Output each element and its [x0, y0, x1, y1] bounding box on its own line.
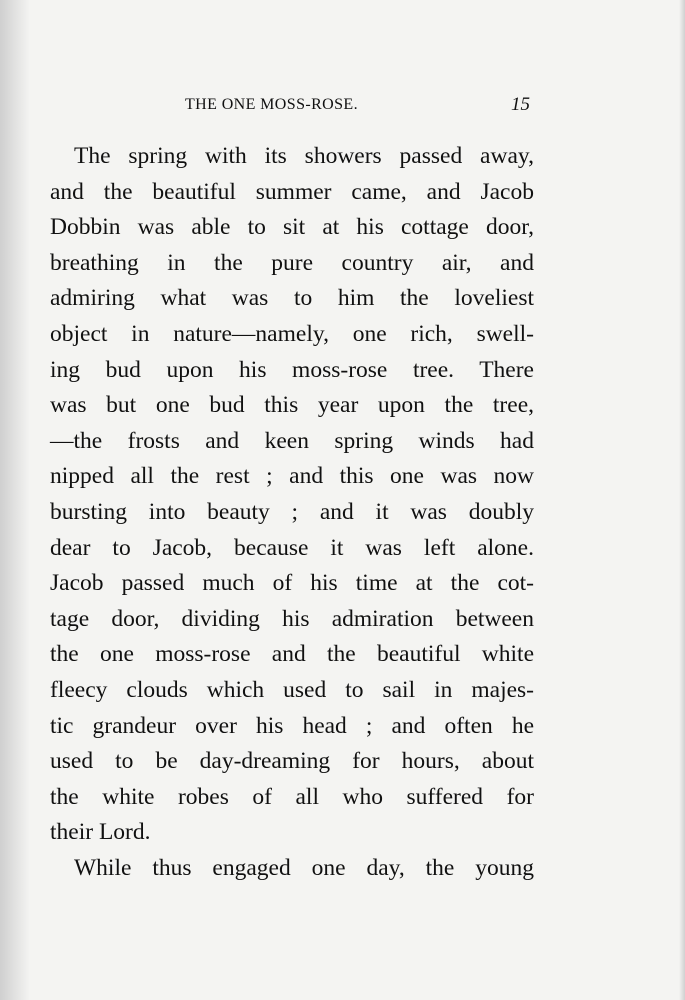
running-head [0, 96, 685, 120]
text-line: tage door, dividing his admiration between [50, 605, 534, 632]
text-line: used to be day-dreaming for hours, about [50, 748, 534, 775]
text-line: admiring what was to him the loveliest [50, 285, 534, 312]
body-text [50, 139, 534, 886]
text-line: The spring with its showers passed away, [74, 143, 534, 169]
text-line: the white robes of all who suffered for [50, 783, 534, 810]
text-line: tic grandeur over his head ; and often he [50, 712, 534, 739]
text-line: their Lord. [50, 819, 151, 846]
running-title: THE ONE MOSS-ROSE. [185, 96, 358, 113]
text-line: dear to Jacob, because it was left alone. [50, 534, 534, 561]
text-line: fleecy clouds which used to sail in majes- [50, 676, 534, 703]
page-gutter-shadow [0, 0, 30, 1000]
text-line: object in nature—namely, one rich, swell- [50, 320, 534, 347]
text-line: nipped all the rest ; and this one was now [50, 463, 534, 490]
text-line: —the frosts and keen spring winds had [50, 427, 534, 454]
text-line: Jacob passed much of his time at the cot- [50, 570, 534, 597]
text-line: breathing in the pure country air, and [50, 249, 534, 276]
text-line: ing bud upon his moss-rose tree. There [50, 356, 534, 383]
text-line: While thus engaged one day, the young [74, 854, 534, 881]
text-line: was but one bud this year upon the tree, [50, 392, 534, 419]
page-number: 15 [511, 94, 530, 115]
page-edge-shadow [679, 0, 685, 1000]
text-line: and the beautiful summer came, and Jacob [50, 178, 534, 205]
text-line: bursting into beauty ; and it was doubly [50, 498, 534, 525]
text-line: Dobbin was able to sit at his cottage door, [50, 214, 534, 241]
text-line: the one moss-rose and the beautiful white [50, 641, 534, 668]
